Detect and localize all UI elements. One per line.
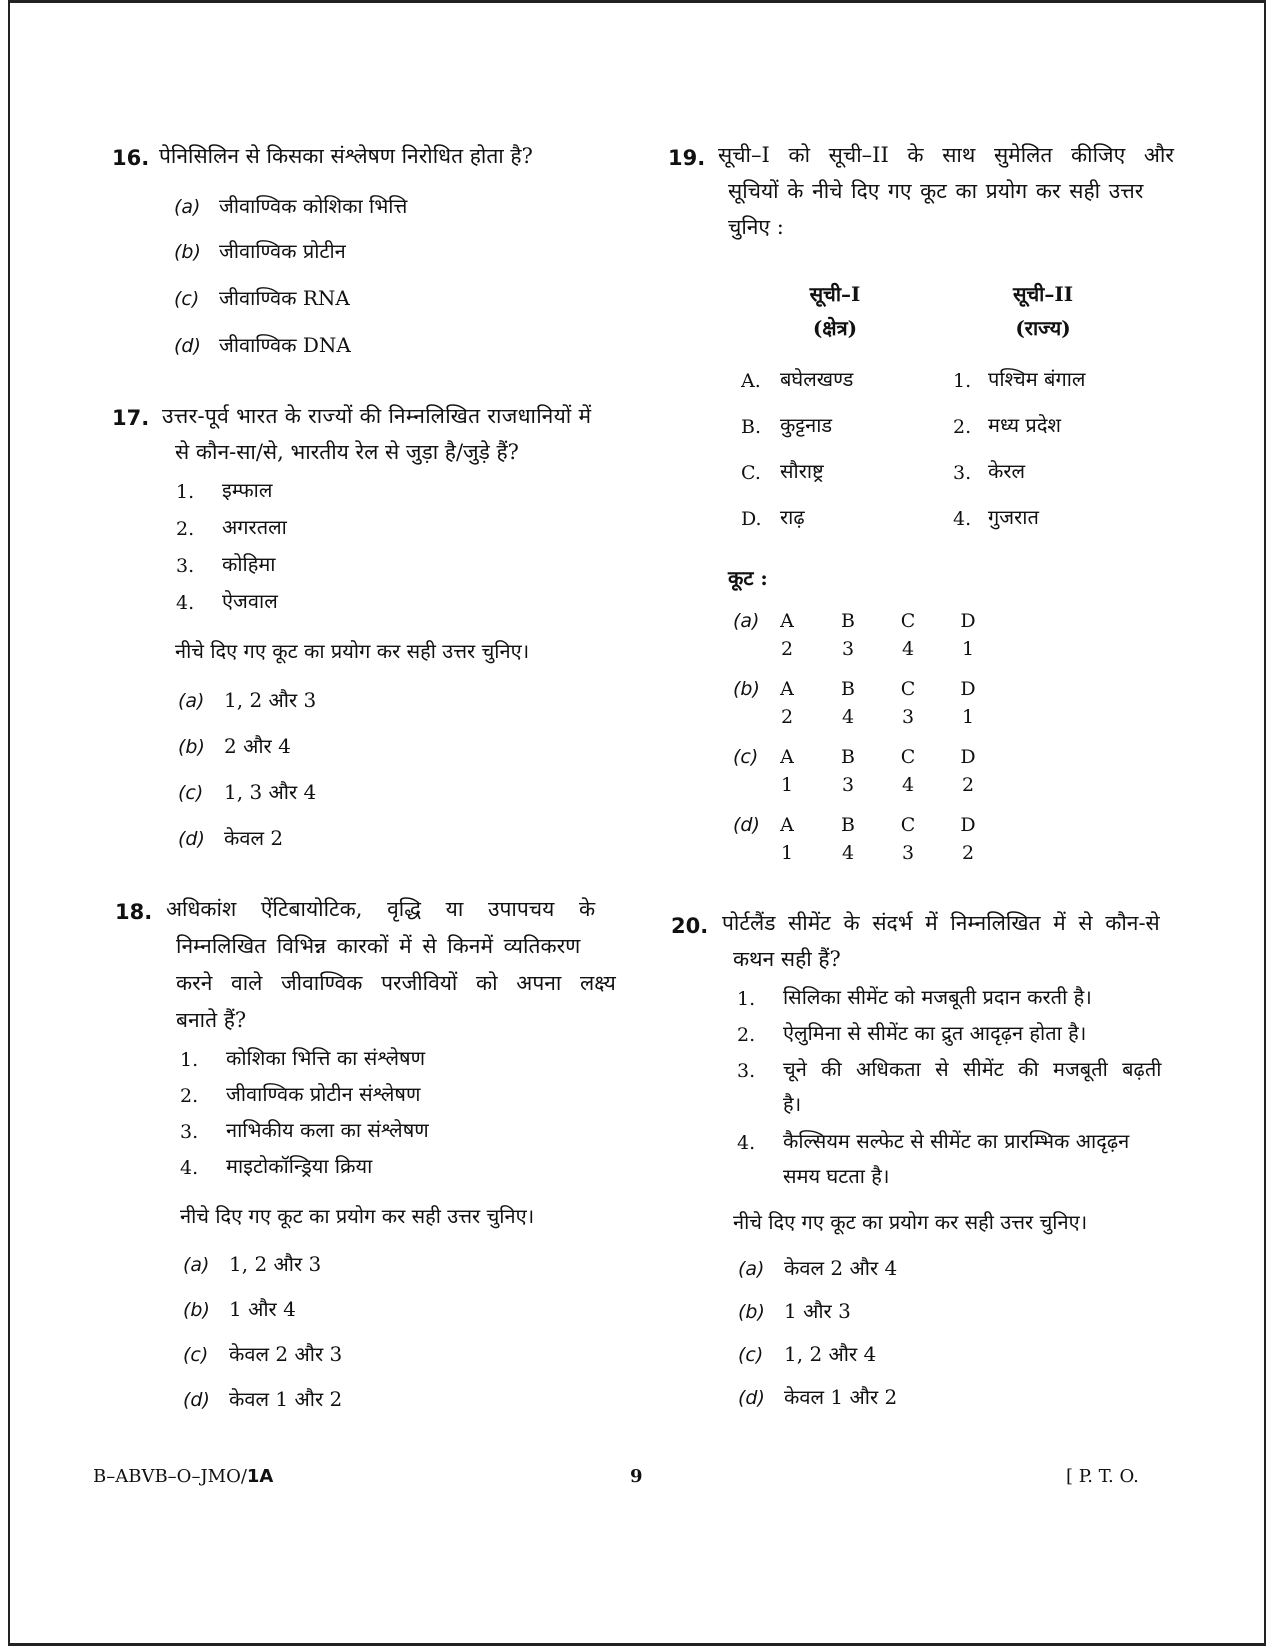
option-text: 1, 3 और 4 [224,780,317,804]
code-header: B [841,678,855,700]
option-label: (b) [174,241,201,263]
code-title: कूट : [728,566,768,590]
code-header: A [780,814,794,836]
option-text: 1, 2 और 3 [229,1252,322,1276]
option-text: 1 और 4 [229,1297,296,1321]
code-value: 1 [961,706,975,728]
option-label: (d) [174,335,201,357]
code-header: C [900,746,916,768]
question-text-line: कथन सही हैं? [733,947,841,971]
option-label: (d) [738,1387,765,1409]
item-text: जीवाण्विक प्रोटीन संश्लेषण [226,1082,421,1106]
code-header: D [960,610,976,632]
option-text: केवल 2 [224,826,284,850]
code-option-label: (d) [733,814,760,836]
item-text: सिलिका सीमेंट को मजबूती प्रदान करती है। [783,985,1092,1009]
option-label: (d) [178,828,205,850]
code-header: A [780,610,794,632]
code-header: A [780,746,794,768]
question-number: 20. [671,914,709,938]
option-label: (a) [738,1258,765,1280]
question-text-line: चुनिए : [728,215,784,239]
instruction-text: नीचे दिए गए कूट का प्रयोग कर सही उत्तर चुनिए। [733,1210,1088,1234]
item-number: 4. [737,1132,756,1154]
option-text: 1, 2 और 3 [224,688,317,712]
item-text: नाभिकीय कला का संश्लेषण [226,1118,429,1142]
item-text: इम्फाल [222,478,273,502]
option-label: (b) [738,1301,765,1323]
question-number: 17. [112,406,150,430]
code-value: 2 [780,638,794,660]
list2-key: 2. [953,416,972,438]
code-value: 3 [901,842,915,864]
booklet-code-suffix: 1A [246,1466,274,1487]
list2-item: मध्य प्रदेश [988,413,1062,437]
item-text: ऐलुमिना से सीमेंट का द्रुत आदृढ़न होता है। [783,1021,1087,1045]
please-turn-over: [ P. T. O. [1066,1466,1139,1487]
item-number: 2. [176,518,195,540]
list1-item: राढ़ [780,505,805,529]
question-number: 18. [115,900,153,924]
code-header: C [900,814,916,836]
question-text-line: बनाते हैं? [176,1008,247,1032]
option-text: केवल 2 और 4 [784,1256,898,1280]
list1-header: सूची–I [809,282,861,306]
item-text: कैल्सियम सल्फेट से सीमेंट का प्रारम्भिक आदृढ़न [783,1129,1130,1153]
item-number: 1. [737,988,756,1010]
list1-item: कुट्टनाड [780,413,833,437]
option-label: (b) [178,736,205,758]
list2-item: पश्चिम बंगाल [988,367,1086,391]
option-label: (a) [174,196,201,218]
item-number: 3. [180,1121,199,1143]
option-label: (d) [183,1389,210,1411]
item-number: 4. [176,592,195,614]
list2-item: गुजरात [988,505,1039,529]
code-header: B [841,746,855,768]
code-option-label: (c) [733,746,759,768]
option-label: (c) [738,1344,764,1366]
code-value: 1 [780,774,794,796]
option-text: जीवाण्विक DNA [219,333,351,357]
list2-subheader: (राज्य) [1015,316,1071,340]
list1-key: A. [741,370,761,392]
code-value: 4 [841,706,855,728]
option-label: (a) [178,690,205,712]
list2-item: केरल [988,459,1026,483]
booklet-code-prefix: B–ABVB–O–JMO/ [93,1466,247,1487]
option-text: जीवाण्विक कोशिका भित्ति [219,194,408,218]
code-header: C [900,678,916,700]
question-number: 19. [668,146,706,170]
code-header: C [900,610,916,632]
item-text: ऐजवाल [222,589,278,613]
list1-key: B. [741,416,762,438]
item-number: 1. [176,481,195,503]
option-label: (b) [183,1299,210,1321]
item-text: अगरतला [222,515,287,539]
question-text-line: करने वाले जीवाण्विक परजीवियों को अपना लक्ष्य [176,971,616,995]
option-text: केवल 2 और 3 [229,1342,343,1366]
list1-item: सौराष्ट्र [780,459,824,483]
code-value: 3 [901,706,915,728]
question-text-line: सूची–I को सूची–II के साथ सुमेलित कीजिए और [718,143,1174,167]
question-text-line: उत्तर-पूर्व भारत के राज्यों की निम्नलिखित राजधानियों में [162,404,592,428]
question-text-line: से कौन-सा/से, भारतीय रेल से जुड़ा है/जुड़े हैं? [175,440,519,464]
question-text-line: सूचियों के नीचे दिए गए कूट का प्रयोग कर सही उत्तर [728,179,1144,203]
list1-key: C. [741,462,761,484]
option-text: केवल 1 और 2 [229,1387,343,1411]
list2-header: सूची–II [1012,282,1074,306]
question-text: पेनिसिलिन से किसका संश्लेषण निरोधित होता है? [159,144,533,168]
option-text: 1, 2 और 4 [784,1342,877,1366]
instruction-text: नीचे दिए गए कूट का प्रयोग कर सही उत्तर चुनिए। [180,1204,535,1228]
question-text-line: निम्नलिखित विभिन्न कारकों में से किनमें व्यतिकरण [176,934,581,958]
item-text: चूने की अधिकता से सीमेंट की मजबूती बढ़ती [783,1057,1162,1081]
code-option-label: (b) [733,678,760,700]
list2-key: 4. [953,508,972,530]
instruction-text: नीचे दिए गए कूट का प्रयोग कर सही उत्तर चुनिए। [175,639,530,663]
question-text-line: अधिकांश ऐंटिबायोटिक, वृद्धि या उपापचय के [166,897,596,921]
item-number: 3. [176,555,195,577]
code-value: 1 [961,638,975,660]
page-number: 9 [630,1466,643,1487]
option-label: (a) [183,1254,210,1276]
list1-subheader: (क्षेत्र) [812,316,858,340]
code-value: 3 [841,638,855,660]
item-text: कोहिमा [222,552,276,576]
question-number: 16. [112,146,150,170]
code-header: D [960,746,976,768]
item-text: माइटोकॉन्ड्रिया क्रिया [226,1154,373,1178]
option-label: (c) [174,288,200,310]
option-label: (c) [183,1344,209,1366]
option-label: (c) [178,782,204,804]
item-number: 1. [180,1049,199,1071]
code-value: 2 [961,774,975,796]
code-value: 1 [780,842,794,864]
item-text: समय घटता है। [783,1164,890,1188]
code-option-label: (a) [733,610,760,632]
question-text-line: पोर्टलैंड सीमेंट के संदर्भ में निम्नलिखित में से कौन-से [722,911,1160,935]
option-text: जीवाण्विक प्रोटीन [219,239,346,263]
booklet-code [93,1466,273,1487]
code-header: B [841,610,855,632]
code-header: A [780,678,794,700]
item-number: 4. [180,1157,199,1179]
list2-key: 3. [953,462,972,484]
item-number: 3. [737,1060,756,1082]
code-value: 4 [901,638,915,660]
code-header: B [841,814,855,836]
item-text: कोशिका भित्ति का संश्लेषण [226,1046,426,1070]
option-text: जीवाण्विक RNA [219,286,350,310]
item-number: 2. [180,1085,199,1107]
code-value: 3 [841,774,855,796]
code-value: 2 [780,706,794,728]
list1-key: D. [741,508,762,530]
code-value: 4 [901,774,915,796]
item-number: 2. [737,1024,756,1046]
list1-item: बघेलखण्ड [780,367,854,391]
code-header: D [960,814,976,836]
code-header: D [960,678,976,700]
list2-key: 1. [953,370,972,392]
option-text: 1 और 3 [784,1299,851,1323]
code-value: 4 [841,842,855,864]
option-text: केवल 1 और 2 [784,1385,898,1409]
item-text: है। [783,1092,802,1116]
code-value: 2 [961,842,975,864]
option-text: 2 और 4 [224,734,291,758]
